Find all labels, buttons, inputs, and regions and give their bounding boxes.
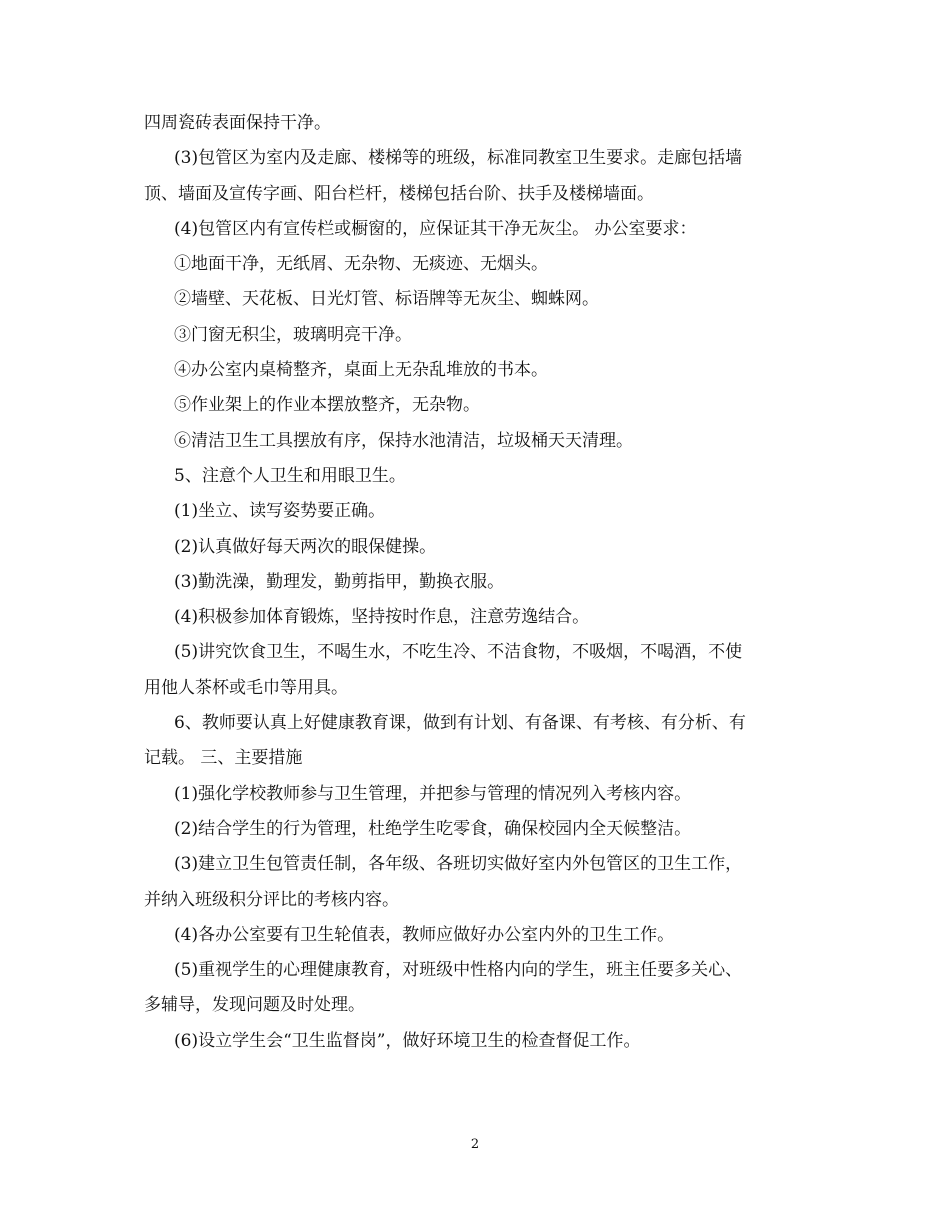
text-line: (3)勤洗澡，勤理发，勤剪指甲，勤换衣服。 [174,571,505,592]
text-line: (3)包管区为室内及走廊、楼梯等的班级，标准同教室卫生要求。走廊包括墙 [174,148,743,169]
text-line: (4)积极参加体育锻炼，坚持按时作息，注意劳逸结合。 [174,607,590,628]
text-line: (1)强化学校教师参与卫生管理，并把参与管理的情况列入考核内容。 [174,783,692,804]
text-line: (2)认真做好每天两次的眼保健操。 [174,536,437,557]
text-line: (5)讲究饮食卫生，不喝生水，不吃生冷、不洁食物，不吸烟，不喝酒，不使 [174,642,743,663]
text-line: 顶、墙面及宣传字画、阳台栏杆，楼梯包括台阶、扶手及楼梯墙面。 [144,183,654,204]
text-line: ①地面干净，无纸屑、无杂物、无痰迹、无烟头。 [174,254,548,275]
page-number: 2 [470,1137,480,1152]
text-line: (3)建立卫生包管责任制，各年级、各班切实做好室内外包管区的卫生工作， [174,854,743,875]
text-line: 记载。 三、主要措施 [144,748,303,769]
text-line: (6)设立学生会“卫生监督岗”，做好环境卫生的检查督促工作。 [174,1030,641,1051]
text-line: ③门窗无积尘，玻璃明亮干净。 [174,324,412,345]
text-line: (1)坐立、读写姿势要正确。 [174,501,386,522]
text-line: 6、教师要认真上好健康教育课，做到有计划、有备课、有考核、有分析、有 [174,713,746,734]
text-line: 并纳入班级积分评比的考核内容。 [144,889,399,910]
text-line: 多辅导，发现问题及时处理。 [144,995,365,1016]
text-line: 四周瓷砖表面保持干净。 [144,113,331,133]
text-line: (5)重视学生的心理健康教育，对班级中性格内向的学生，班主任要多关心、 [174,960,743,981]
text-line: ⑥清洁卫生工具摆放有序，保持水池清洁，垃圾桶天天清理。 [174,430,633,451]
text-line: 5、注意个人卫生和用眼卫生。 [174,465,406,486]
text-line: (4)包管区内有宣传栏或橱窗的，应保证其干净无灰尘。 办公室要求： [174,218,697,239]
text-line: (4)各办公室要有卫生轮值表，教师应做好办公室内外的卫生工作。 [174,924,675,945]
text-line: 用他人茶杯或毛巾等用具。 [144,677,348,698]
text-line: ②墙壁、天花板、日光灯管、标语牌等无灰尘、蜘蛛网。 [174,289,599,310]
text-line: ⑤作业架上的作业本摆放整齐，无杂物。 [174,395,480,416]
text-line: ④办公室内桌椅整齐，桌面上无杂乱堆放的书本。 [174,360,548,381]
text-line: (2)结合学生的行为管理，杜绝学生吃零食，确保校园内全天候整洁。 [174,818,692,839]
document-body [144,112,809,1065]
